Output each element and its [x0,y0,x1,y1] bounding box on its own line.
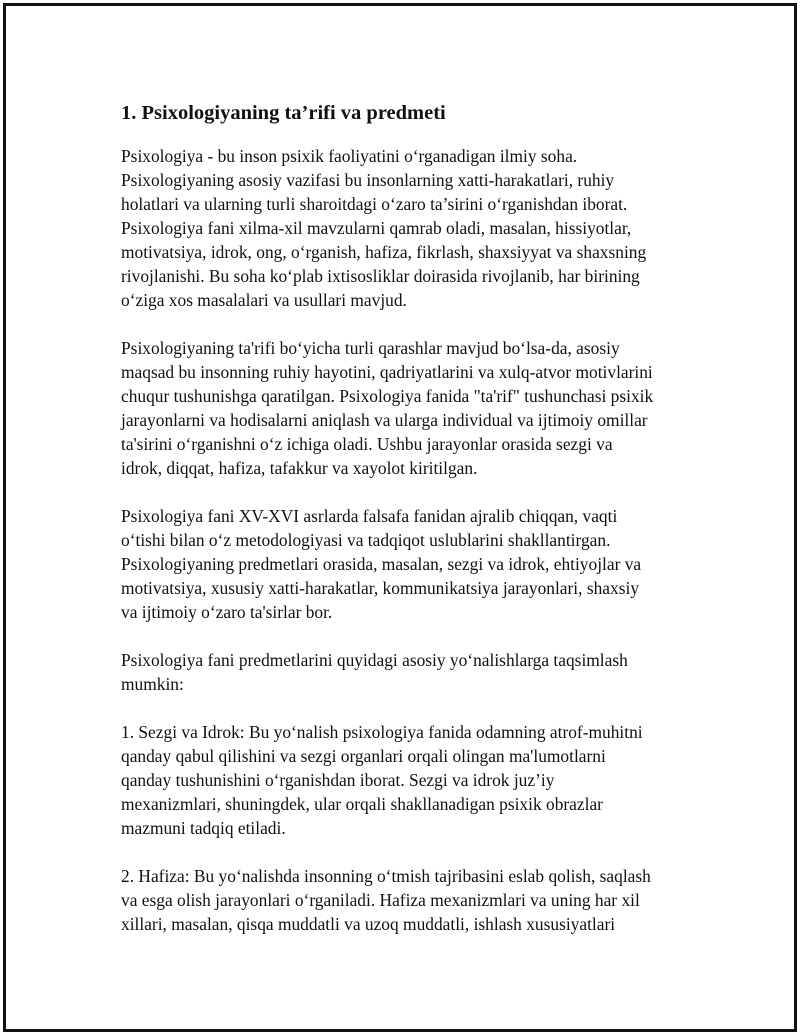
text-line: mumkin: [121,674,184,694]
paragraph-3 [121,504,681,624]
text-line: Psixologiya fani predmetlarini quyidagi asosiy yo‘nalishlarga taqsimlash [121,650,628,670]
text-line: va ijtimoiy o‘zaro ta'sirlar bor. [121,602,333,622]
text-line: Psixologiya fani xilma-xil mavzularni qamrab oladi, masalan, hissiyotlar, [121,218,632,238]
paragraph-6 [121,864,681,936]
text-line: Psixologiyaning ta'rifi bo‘yicha turli qarashlar mavjud bo‘lsa-da, asosiy [121,338,620,358]
text-line: qanday qabul qilishini va sezgi organlari orqali olingan ma'lumotlarni [121,746,606,766]
text-line: motivatsiya, xususiy xatti-harakatlar, kommunikatsiya jarayonlari, shaxsiy [121,578,640,598]
section-title: 1. Psixologiyaning ta’rifi va predmeti [121,102,446,124]
document-body [121,96,681,960]
text-line: mexanizmlari, shuningdek, ular orqali shakllanadigan psixik obrazlar [121,794,603,814]
page-frame [3,3,797,1032]
text-line: idrok, diqqat, hafiza, tafakkur va xayolot kiritilgan. [121,458,478,478]
text-line: motivatsiya, idrok, ong, o‘rganish, hafiza, fikrlash, shaxsiyyat va shaxsning [121,242,647,262]
text-line: 1. Sezgi va Idrok: Bu yo‘nalish psixologiya fanida odamning atrof-muhitni [121,722,643,742]
paragraph-5 [121,720,681,840]
text-line: qanday tushunishini o‘rganishdan iborat. Sezgi va idrok juz’iy [121,770,555,790]
text-line: xillari, masalan, qisqa muddatli va uzoq muddatli, ishlash xususiyatlari [121,914,616,934]
text-line: mazmuni tadqiq etiladi. [121,818,286,838]
text-line: rivojlanishi. Bu soha ko‘plab ixtisosliklar doirasida rivojlanib, har birining [121,266,640,286]
text-line: ta'sirini o‘rganishni o‘z ichiga oladi. Ushbu jarayonlar orasida sezgi va [121,434,613,454]
text-line: maqsad bu insonning ruhiy hayotini, qadriyatlarini va xulq-atvor motivlarini [121,362,653,382]
text-line: holatlari va ularning turli sharoitdagi o‘zaro ta’sirini o‘rganishdan iborat. [121,194,628,214]
text-line: Psixologiyaning asosiy vazifasi bu insonlarning xatti-harakatlari, ruhiy [121,170,615,190]
text-line: Psixologiya - bu inson psixik faoliyatini o‘rganadigan ilmiy soha. [121,146,578,166]
text-line: o‘tishi bilan o‘z metodologiyasi va tadqiqot uslublarini shakllantirgan. [121,530,611,550]
paragraph-1 [121,144,681,312]
text-line: o‘ziga xos masalalari va usullari mavjud. [121,290,407,310]
text-line: 2. Hafiza: Bu yo‘nalishda insonning o‘tmish tajribasini eslab qolish, saqlash [121,866,651,886]
text-line: Psixologiyaning predmetlari orasida, masalan, sezgi va idrok, ehtiyojlar va [121,554,642,574]
paragraph-4 [121,648,681,696]
text-line: Psixologiya fani XV-XVI asrlarda falsafa fanidan ajralib chiqqan, vaqti [121,506,618,526]
text-line: chuqur tushunishga qaratilgan. Psixologiya fanida "ta'rif" tushunchasi psixik [121,386,654,406]
paragraph-2 [121,336,681,480]
text-line: jarayonlarni va hodisalarni aniqlash va ularga individual va ijtimoiy omillar [121,410,648,430]
text-line: va esga olish jarayonlari o‘rganiladi. Hafiza mexanizmlari va uning har xil [121,890,640,910]
